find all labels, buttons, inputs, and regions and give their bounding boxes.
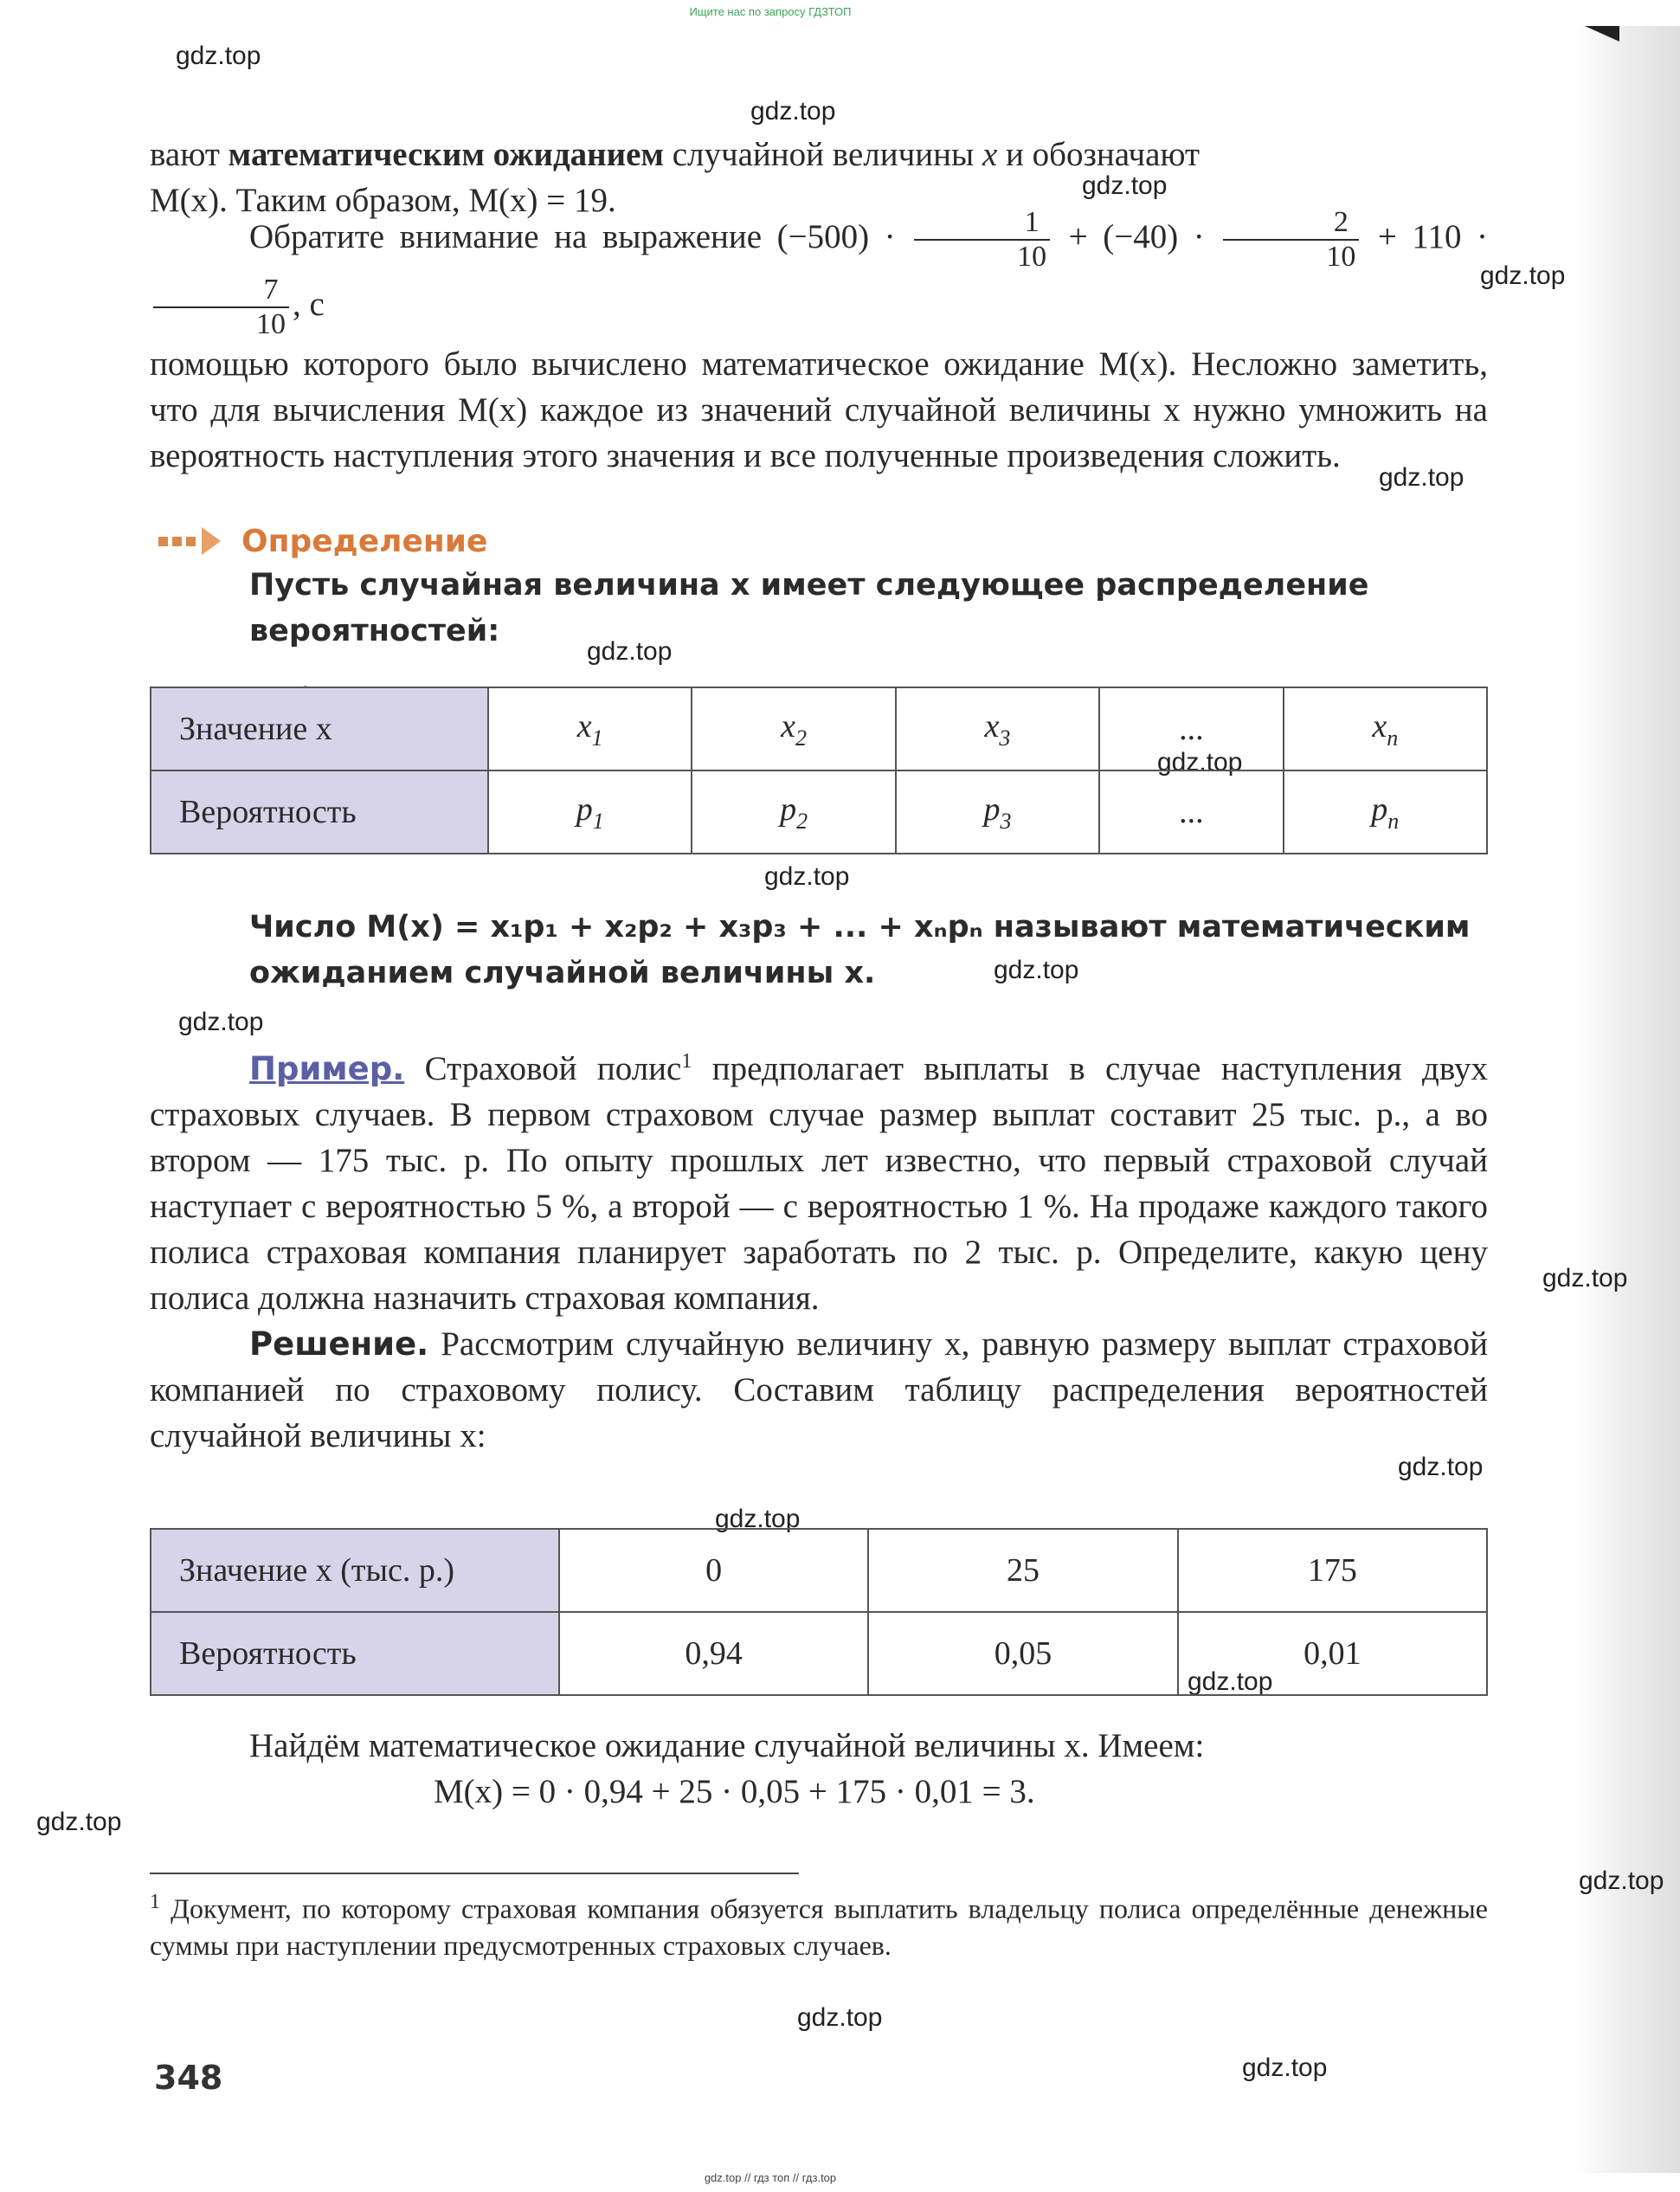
example-paragraph: Пример. Страховой полис$^1$ предполагает выплаты в случае наступления двух страховых случаев. В первом страховом случае размер выплат составит 25 тыс. р., а во втором — 175 тыс. р. По опыту прошлых лет известно, что первый страховой случай наступает с вероятностью 5 %, а второй — с вероятностью 1 %. На продаже каждого такого полиса страховая компания планирует заработать по 2 тыс. р. Определите, какую цену полиса должна назначить страховая компания. Решение. Рассмотрим случайную величину x, равную размеру выплат страховой компанией по страховому полису. Составим таблицу распределения вероятностей случайной величины x: — [150, 1050, 1488, 1454]
paragraph-expectation-intro: вают математическим ожиданием случайной величины x и обозначают M(x). Таким образом, M(x) = 19. — [150, 136, 1200, 219]
table-cell: 0,01 — [1178, 1612, 1487, 1695]
footnote-divider — [150, 1873, 799, 1874]
row-label-probability: Вероятность — [151, 1612, 559, 1695]
watermark: gdz.top — [36, 1808, 122, 1836]
watermark: gdz.top — [1157, 748, 1243, 777]
definition-statement: Число M(x) = x₁p₁ + x₂p₂ + x₃p₃ + ... + xₙpₙ называют математическим ожиданием случайной величины x. — [249, 910, 1471, 990]
top-watermark-banner: Ищите нас по запросу ГДЗТОП — [689, 5, 852, 18]
distribution-table-general — [150, 687, 1488, 854]
watermark: gdz.top — [994, 956, 1079, 984]
table-cell: 175 — [1178, 1529, 1487, 1612]
row-label-value: Значение x — [151, 687, 488, 770]
table-cell: $x_3$ — [896, 687, 1099, 770]
row-label-value: Значение x (тыс. р.) — [151, 1529, 559, 1612]
watermark: gdz.top — [1542, 1264, 1628, 1293]
table-cell: 0,94 — [559, 1612, 868, 1695]
table-cell: $x_n$ — [1284, 687, 1487, 770]
watermark: gdz.top — [764, 862, 850, 891]
corner-mark — [1585, 26, 1619, 42]
watermark: gdz.top — [1188, 1667, 1273, 1696]
bottom-watermark-banner: gdz.top // гдз топ // гдз.top — [704, 2171, 837, 2184]
arrow-icon — [158, 527, 221, 555]
table-cell: $p_2$ — [692, 770, 895, 854]
fraction-7-10: $\frac{7}{10}$ — [153, 274, 289, 341]
watermark: gdz.top — [1480, 261, 1566, 290]
table-cell: 0,05 — [868, 1612, 1177, 1695]
row-label-probability: Вероятность — [151, 770, 488, 854]
watermark: gdz.top — [797, 2003, 883, 2032]
table-cell: $x_2$ — [692, 687, 895, 770]
watermark: gdz.top — [1242, 2053, 1328, 2082]
definition-header — [158, 519, 487, 563]
watermark: gdz.top — [1398, 1453, 1484, 1481]
watermark: gdz.top — [1379, 463, 1464, 492]
table-cell: 25 — [868, 1529, 1177, 1612]
page-number: 348 — [154, 2059, 223, 2097]
definition-title: Определение — [241, 523, 488, 559]
definition-intro: Пусть случайная величина x имеет следующее распределение вероятностей: — [249, 568, 1369, 648]
table-cell: $p_3$ — [896, 770, 1099, 854]
table-cell: ... — [1099, 770, 1283, 854]
watermark: gdz.top — [715, 1505, 801, 1533]
watermark: gdz.top — [1082, 171, 1168, 200]
watermark: gdz.top — [587, 637, 673, 666]
fraction-2-10: $\frac{2}{10}$ — [1223, 206, 1359, 274]
watermark: gdz.top — [178, 1008, 264, 1036]
fraction-1-10: $\frac{1}{10}$ — [914, 206, 1050, 274]
footnote: $^1$ Документ, по которому страховая компания обязуется выплатить владельцу полиса определённые денежные суммы при наступлении предусмотренных страховых случаев. — [150, 1891, 1488, 1961]
expectation-result: Найдём математическое ожидание случайной величины x. Имеем: M(x) = 0 · 0,94 + 25 · 0,05 + 175 · 0,01 = 3. — [249, 1727, 1205, 1810]
table-cell: $x_1$ — [488, 687, 692, 770]
table-cell: $p_1$ — [488, 770, 692, 854]
table-cell: $p_n$ — [1284, 770, 1487, 854]
example-label: Пример. — [249, 1050, 405, 1087]
table-cell: 0 — [559, 1529, 868, 1612]
distribution-table-example — [150, 1528, 1488, 1696]
table-cell: ... — [1099, 687, 1283, 770]
solution-label: Решение. — [249, 1325, 429, 1363]
watermark: gdz.top — [1579, 1866, 1664, 1895]
paragraph-expression: Обратите внимание на выражение (−500) · $\frac{1}{10}$ + (−40) · $\frac{2}{10}$ + 110 · $\frac{7}{10}$ , с помощью которого было вычислено математическое ожидание M(x). Несложно заметить, что для вычисления M(x) каждое из значений случайной величины x нужно умножить на вероятность наступления этого значения и все полученные произведения сложить. — [150, 206, 1488, 475]
watermark: gdz.top — [750, 97, 836, 126]
watermark: gdz.top — [176, 42, 261, 70]
page-edge-shadow — [1576, 26, 1680, 2173]
